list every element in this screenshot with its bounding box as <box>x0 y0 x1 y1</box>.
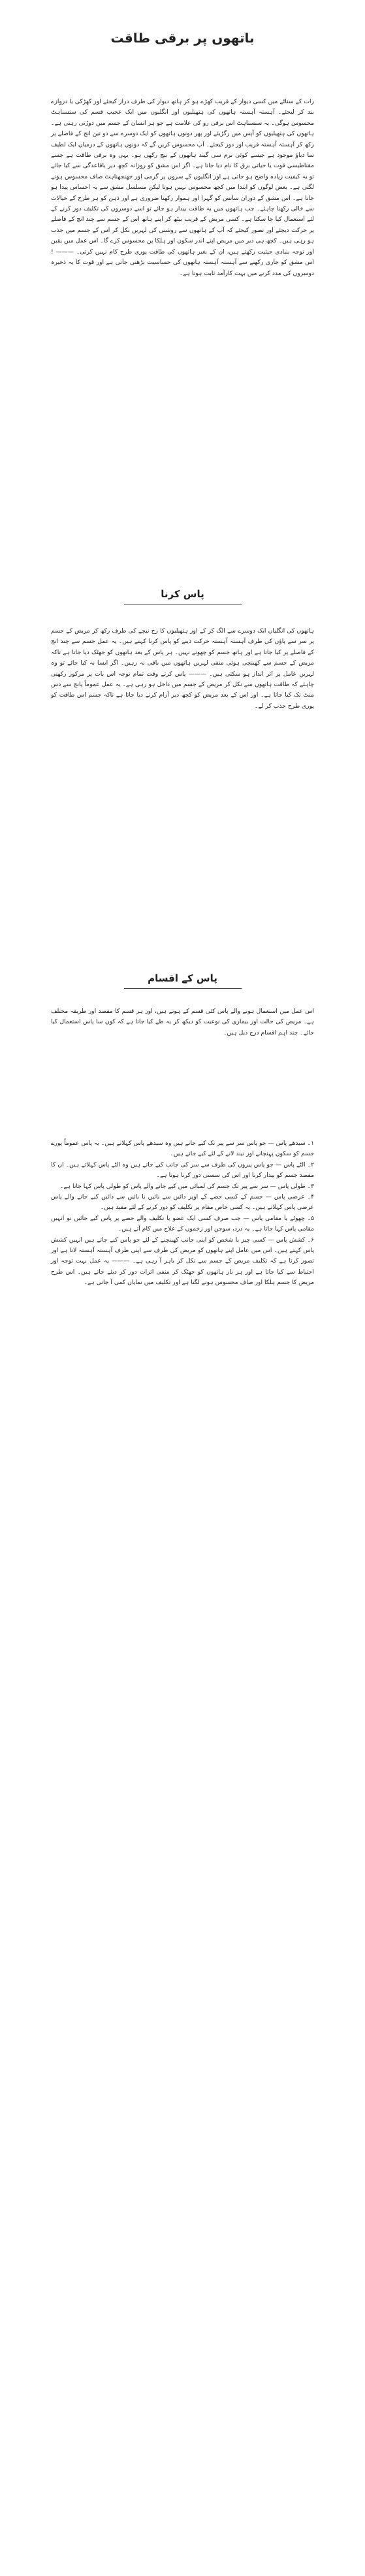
list-item: ۶۔ کشش پاس — کسی چیز یا شخص کو اپنی جانب کھینچنے کے لئے جو پاس کیے جاتے ہیں انہیں کشش پاس کہتے ہیں۔ اس میں عامل اپنے ہاتھوں کو مریض کی طرف سے اپنی طرف آہستہ آہستہ لاتا ہے اور تصور کرتا ہے کہ تکلیف مریض کے جسم سے نکل کر باہر آ رہی ہے۔ ——— یہ عمل بہت توجہ اور احتیاط سے کیا جاتا ہے اور ہر بار ہاتھوں کو جھٹک کر منفی اثرات دور کر دیئے جاتے ہیں۔ اس طرح مریض کا جسم ہلکا اور صاف محسوس ہونے لگتا ہے اور تکلیف میں نمایاں کمی آ جاتی ہے۔ <box>51 1236 314 1287</box>
list-item: ۱۔ سیدھے پاس — جو پاس سر سے پیر تک کیے جاتے ہیں وہ سیدھے پاس کہلاتے ہیں۔ یہ پاس عموماً پورے جسم کو سکون پہنچانے اور نیند لانے کے لئے کیے جاتے ہیں۔ <box>51 1140 314 1158</box>
section-types-intro: اس عمل میں استعمال ہونے والے پاس کئی قسم کے ہوتے ہیں، اور ہر قسم کا مقصد اور طریقہ مختلف ہے۔ مریض کی حالت اور بیماری کی نوعیت کو دیکھ کر یہ طے کیا جاتا ہے کہ کون سا پاس استعمال کیا جائے۔ چند اہم اقسام درج ذیل ہیں۔ <box>51 1008 314 1036</box>
section-heading-pass-types: پاس کے اقسام <box>148 972 217 984</box>
pass-types-list <box>51 1138 314 1713</box>
page-title: باتھوں پر برقی طاقت <box>110 30 255 46</box>
heading-underline <box>124 988 242 989</box>
intro-paragraph: رات کے سناٹے میں کسی دیوار کے قریب کھڑے ہو کر ہاتھ دیوار کی طرف دراز کیجئے اور کھڑکی یا دروازے بند کر لیجئے۔ آہستہ آہستہ ہاتھوں کی ہتھیلیوں اور انگلیوں میں ایک عجیب قسم کی سنسناہٹ محسوس ہوگی۔ یہ سنسناہٹ اس برقی رو کی علامت ہے جو ہر انسان کے جسم میں دوڑتی رہتی ہے۔ ہاتھوں کی ہتھیلیوں کو آپس میں رگڑیئے اور پھر دونوں ہاتھوں کو ایک دوسرے سے دو تین انچ کے فاصلے پر رکھ کر آہستہ آہستہ قریب اور دور کیجئے۔ آپ محسوس کریں گے کہ دونوں ہاتھوں کے درمیان ایک لطیف سا دباؤ موجود ہے جیسے کوئی نرم سی گیند ہاتھوں کے بیچ رکھی ہو۔ یہی وہ برقی طاقت ہے جسے مقناطیسی قوت یا حیاتی برق کا نام دیا جاتا ہے۔ اگر اس مشق کو روزانہ کچھ دیر باقاعدگی سے کیا جائے تو یہ کیفیت زیادہ واضح ہو جاتی ہے اور انگلیوں کے سروں پر گرمی اور جھنجھناہٹ صاف محسوس ہونے لگتی ہے۔ بعض لوگوں کو ابتدا میں کچھ محسوس نہیں ہوتا لیکن مسلسل مشق سے یہ احساس پیدا ہو جاتا ہے۔ اس مشق کے دوران سانس کو گہرا اور ہموار رکھنا ضروری ہے اور ذہن کو ہر طرح کے خیالات سے خالی رکھنا چاہئے۔ جب ہاتھوں میں یہ طاقت بیدار ہو جائے تو اسے دوسروں کی تکلیف دور کرنے کے لئے استعمال کیا جا سکتا ہے۔ کسی مریض کے قریب بیٹھ کر اپنے ہاتھ اس کے جسم سے چند انچ کے فاصلے پر حرکت دیجئے اور تصور کیجئے کہ آپ کے ہاتھوں سے روشنی کی لہریں نکل کر اس کے جسم میں جذب ہو رہی ہیں۔ کچھ ہی دیر میں مریض اپنے اندر سکون اور ہلکا پن محسوس کرے گا۔ اس عمل میں یقین اور توجہ بنیادی حیثیت رکھتے ہیں، ان کے بغیر ہاتھوں کی طاقت پوری طرح کام نہیں کرتی۔ ——— ! اس مشق کو جاری رکھنے سے آہستہ آہستہ ہاتھوں کی حساسیت بڑھتی جاتی ہے اور قوت کا یہ ذخیرہ دوسروں کی مدد کرنے میں بہت کارآمد ثابت ہوتا ہے۔ <box>51 98 314 277</box>
list-item: ۲۔ الٹے پاس — جو پاس پیروں کی طرف سے سر کی جانب کیے جاتے ہیں وہ الٹے پاس کہلاتے ہیں۔ ان کا مقصد جسم کو بیدار کرنا اور اس کی سستی دور کرنا ہوتا ہے۔ <box>51 1161 314 1180</box>
list-item: ۳۔ طولی پاس — سر سے پیر تک جسم کی لمبائی میں کیے جانے والے پاس کو طولی پاس کہا جاتا ہے۔ <box>59 1182 314 1190</box>
list-item: ۴۔ عرضی پاس — جسم کے کسی حصے کے اوپر دائیں سے بائیں یا بائیں سے دائیں کیے جانے والے پاس عرضی پاس کہلاتے ہیں۔ یہ کسی خاص مقام پر تکلیف کو دور کرنے کے لئے مفید ہیں۔ <box>51 1193 314 1212</box>
list-item: ۵۔ چھوٹے یا مقامی پاس — جب صرف کسی ایک عضو یا تکلیف والے حصے پر پاس کیے جائیں تو انہیں مقامی پاس کہا جاتا ہے۔ یہ درد، سوجن اور زخموں کے علاج میں کام آتے ہیں۔ <box>51 1214 314 1233</box>
section-pass-paragraph: ہاتھوں کی انگلیاں ایک دوسرے سے الگ کر کے اور ہتھیلیوں کا رخ نیچے کی طرف رکھ کر مریض کے جسم پر سر سے پاؤں کی طرف آہستہ آہستہ حرکت دینے کو پاس کرنا کہتے ہیں۔ یہ عمل جسم سے چند انچ کے فاصلے پر کیا جاتا ہے اور ہاتھ جسم کو چھوتے نہیں۔ ہر پاس کے بعد ہاتھوں کو جھٹک دیا جاتا ہے تاکہ مریض کے جسم سے کھینچی ہوئی منفی لہریں ہاتھوں میں باقی نہ رہیں۔ اگر ایسا نہ کیا جائے تو وہ لہریں عامل پر اثر انداز ہو سکتی ہیں۔ ——— پاس کرتے وقت تمام توجہ اس بات پر مرکوز رکھنی چاہئے کہ طاقت ہاتھوں سے نکل کر مریض کے جسم میں داخل ہو رہی ہے۔ یہ عمل عموماً پانچ سے دس منٹ تک کیا جاتا ہے۔ اور اس کے بعد مریض کو کچھ دیر آرام کرنے دیا جاتا ہے تاکہ جسم اس طاقت کو پوری طرح جذب کر لے۔ <box>51 627 314 710</box>
section-heading-pass: پاس کرنا <box>161 588 204 600</box>
